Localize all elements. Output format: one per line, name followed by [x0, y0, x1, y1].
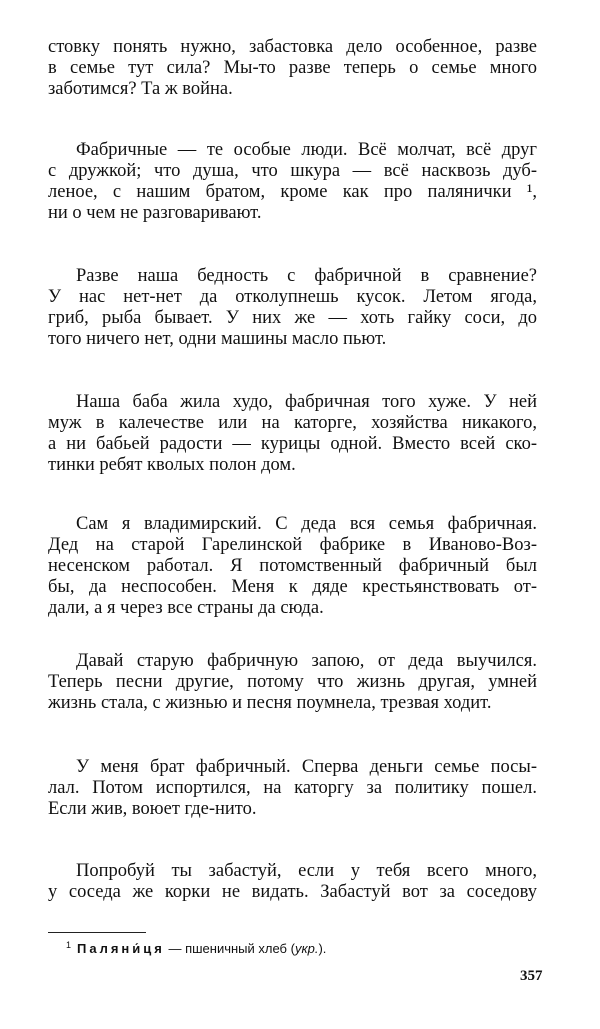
footnote: [66, 940, 326, 956]
text-line: леное, с нашим братом, кроме как про палянички ¹,: [48, 182, 537, 202]
text-line: стовку понять нужно, забастовка дело особенное, разве: [48, 37, 537, 57]
text-line: гриб, рыба бывает. У них же — хоть гайку соси, до: [48, 308, 537, 328]
text-line: У нас нет-нет да отколупнешь кусок. Летом ягода,: [48, 287, 537, 307]
paragraph: [48, 651, 537, 714]
text-line: Давай старую фабричную запою, от деда выучился.: [76, 651, 537, 671]
text-line: дали, а я через все страны да сюда.: [48, 598, 324, 618]
footnote-marker: 1: [66, 940, 72, 950]
text-line: Если жив, воюет где-нито.: [48, 799, 257, 819]
paragraph: [48, 266, 537, 350]
paragraph: [48, 37, 537, 100]
footnote-language: укр.: [294, 941, 319, 956]
paragraph: [48, 392, 537, 476]
text-line: того ничего нет, одни машины масло пьют.: [48, 329, 387, 349]
text-line: несенском работал. Я потомственный фабричный был: [48, 556, 537, 576]
footnote-divider: [48, 932, 146, 933]
text-line: Дед на старой Гарелинской фабрике в Иваново-Воз-: [48, 535, 537, 555]
text-line: в семье тут сила? Мы-то разве теперь о семье много: [48, 58, 537, 78]
text-line: Теперь песни другие, потому что жизнь другая, умней: [48, 672, 537, 692]
paragraph: [48, 140, 537, 224]
text-line: тинки ребят кволых полон дом.: [48, 455, 296, 475]
text-line: бы, да неспособен. Меня к дяде крестьянствовать от-: [48, 577, 537, 597]
text-line: Наша баба жила худо, фабричная того хуже. У ней: [76, 392, 537, 412]
text-line: У меня брат фабричный. Сперва деньги семье посы-: [76, 757, 537, 777]
text-line: заботимся? Та ж война.: [48, 79, 233, 99]
text-line: муж в калечестве или на каторге, хозяйства никакого,: [48, 413, 537, 433]
text-line: с дружкой; что душа, что шкура — всё насквозь дуб-: [48, 161, 537, 181]
page-number: 357: [520, 968, 543, 984]
text-line: жизнь стала, с жизнью и песня поумнела, трезвая ходит.: [48, 693, 492, 713]
paragraph: [48, 861, 537, 903]
footnote-term: Паляни́ця: [77, 941, 165, 956]
text-line: Сам я владимирский. С деда вся семья фабричная.: [76, 514, 537, 534]
text-line: у соседа же корки не видать. Забастуй вот за соседову: [48, 882, 537, 902]
footnote-close: ).: [318, 941, 327, 956]
text-line: Попробуй ты забастуй, если у тебя всего много,: [76, 861, 537, 881]
paragraph: [48, 514, 537, 619]
text-line: Разве наша бедность с фабричной в сравнение?: [76, 266, 537, 286]
text-line: Фабричные — те особые люди. Всё молчат, всё друг: [76, 140, 537, 160]
footnote-definition: — пшеничный хлеб (: [164, 941, 295, 956]
text-line: ни о чем не разговаривают.: [48, 203, 262, 223]
text-line: лал. Потом испортился, на каторгу за политику пошел.: [48, 778, 537, 798]
text-line: а ни бабьей радости — курицы одной. Вместо всей ско-: [48, 434, 537, 454]
paragraph: [48, 757, 537, 820]
